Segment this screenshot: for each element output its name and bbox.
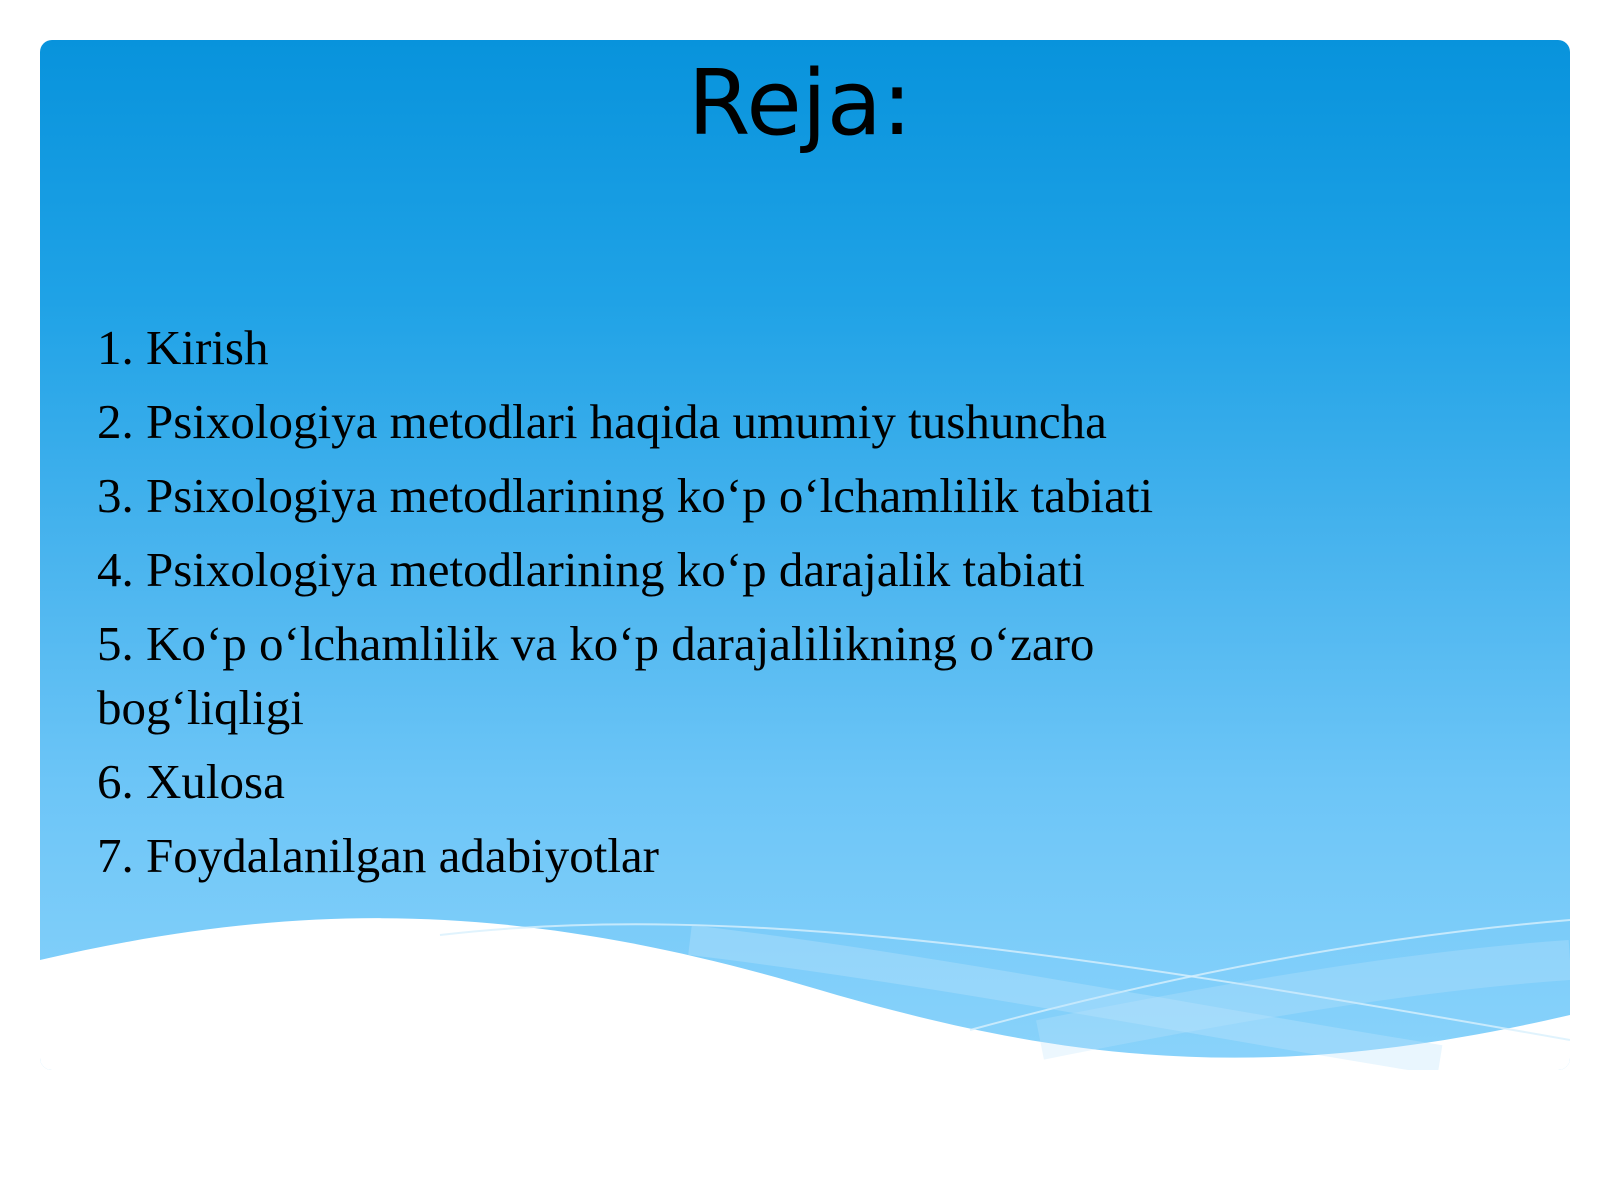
slide-title: Reja: <box>687 51 913 156</box>
list-item: 4. Psixologiya metodlarining ko‘p darajalik tabiati <box>97 542 1085 597</box>
list-item: 2. Psixologiya metodlari haqida umumiy tushuncha <box>97 394 1107 449</box>
list-item: 1. Kirish <box>97 320 269 375</box>
list-item: 5. Ko‘p o‘lchamlilik va ko‘p darajalilikning o‘zaro bog‘liqligi <box>97 616 1095 735</box>
plan-list <box>97 316 1217 898</box>
list-item: 3. Psixologiya metodlarining ko‘p o‘lchamlilik tabiati <box>97 468 1154 523</box>
list-item: 6. Xulosa <box>97 754 285 809</box>
list-item: 7. Foydalanilgan adabiyotlar <box>97 828 659 883</box>
